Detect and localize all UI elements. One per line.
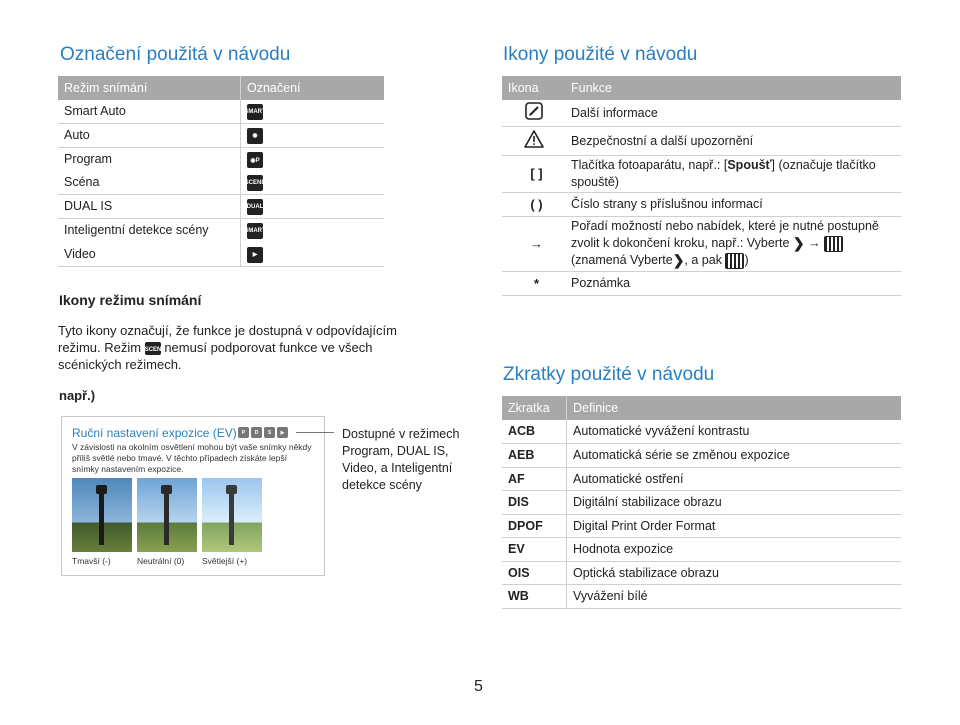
mode-label: DUAL IS — [58, 194, 241, 218]
left-title: Označení použitá v návodu — [60, 44, 291, 65]
scene-icon: SCENE — [247, 175, 263, 191]
abbr-definition: Automatické ostření — [567, 467, 902, 490]
abbr-key: AEB — [502, 443, 567, 467]
mode-label: Video — [58, 242, 241, 266]
mode-label: Smart Auto — [58, 100, 241, 123]
modes-subheading: Ikony režimu snímání — [59, 292, 202, 308]
abbr-key: AF — [502, 467, 567, 490]
smart-auto-camera-icon: SMART — [247, 104, 263, 120]
example-box — [61, 416, 325, 576]
smart-scene-icon: S — [264, 427, 275, 438]
program-camera-icon: ◉P — [247, 152, 263, 168]
callout-line — [296, 432, 334, 433]
camera-icon: ◉ — [247, 128, 263, 144]
modes-description — [58, 322, 413, 373]
mode-label: Inteligentní detekce scény — [64, 223, 209, 238]
caption-dark: Tmavší (-) — [72, 556, 111, 566]
smart-scene-icon: SMART — [247, 223, 263, 239]
abbr-definition: Automatická série se změnou expozice — [567, 443, 902, 467]
abbr-key: ACB — [502, 420, 567, 443]
callout-text: Dostupné v režimech Program, DUAL IS, Video, a Inteligentní detekce scény — [342, 427, 460, 492]
page-number: 5 — [474, 678, 483, 695]
menu-grid-icon — [824, 236, 843, 252]
abbr-definition: Digitální stabilizace obrazu — [567, 490, 902, 514]
abbr-key: DIS — [502, 490, 567, 514]
icons-table — [502, 76, 901, 296]
example-desc: V závislosti na okolním osvětlení mohou být vaše snímky někdy příliš světlé nebo tmavé. V těchto případech získáte lepší snímky nastavením expozice. — [72, 442, 312, 474]
example-photo-neutral — [137, 478, 197, 552]
icon-function: Pořadí možností nebo nabídek, které je nutné postupně zvolit k dokončení kroku, např.: Vyberte ❯ → (znamená Vyberte❯, a pak ) — [565, 216, 901, 271]
video-camera-icon: ▶ — [247, 247, 263, 263]
program-camera-icon: P — [238, 427, 249, 438]
abbr-definition: Automatické vyvážení kontrastu — [567, 420, 902, 443]
icon-function: Číslo strany s příslušnou informací — [565, 192, 901, 216]
dual-is-hand-icon: DUAL — [247, 199, 263, 215]
modes-header-icon: Označení — [241, 76, 385, 100]
modes-desc-part2: nemusí podporovat funkce ve všech scénických režimech. — [58, 340, 373, 372]
arrow-symbol: → — [502, 216, 565, 271]
chevron-right-icon: ❯ — [672, 252, 685, 269]
abbr-key: OIS — [502, 561, 567, 584]
abbr-header-key: Zkratka — [502, 396, 567, 420]
icons-header-function: Funkce — [565, 76, 901, 100]
abbr-definition: Digital Print Order Format — [567, 514, 902, 537]
menu-grid-icon — [725, 253, 744, 269]
modes-desc-part1: Tyto ikony označují, že funkce je dostupná v odpovídajícím režimu. Režim — [58, 323, 397, 355]
abbr-definition: Vyvážení bílé — [567, 584, 902, 608]
example-photo-bright — [202, 478, 262, 552]
caption-neutral: Neutrální (0) — [137, 556, 185, 566]
example-mode-icons — [238, 427, 288, 438]
icon-function: Poznámka — [565, 271, 901, 295]
mode-label: Scéna — [58, 171, 241, 194]
arrow-icon: → — [808, 236, 821, 250]
modes-table — [58, 76, 384, 267]
parenthesis-symbol: ( ) — [502, 192, 565, 216]
note-pencil-icon — [524, 101, 544, 121]
example-label: např.) — [59, 388, 96, 403]
icons-header-icon: Ikona — [502, 76, 565, 100]
mode-label: Auto — [58, 123, 241, 147]
abbr-table — [502, 396, 901, 609]
bracket-symbol: [ ] — [502, 155, 565, 192]
example-photo-dark — [72, 478, 132, 552]
abbr-title: Zkratky použité v návodu — [503, 364, 715, 385]
example-title: Ruční nastavení expozice (EV) — [72, 426, 237, 440]
scene-icon: SCENE — [145, 342, 161, 355]
asterisk-symbol: * — [502, 271, 565, 295]
chevron-right-icon: ❯ — [792, 235, 805, 251]
abbr-key: WB — [502, 584, 567, 608]
mode-label: Program — [64, 152, 112, 167]
icon-function: Tlačítka fotoaparátu, např.: [Spoušť] (označuje tlačítko spouště) — [565, 155, 901, 192]
video-camera-icon: ▶ — [277, 427, 288, 438]
abbr-key: EV — [502, 537, 567, 561]
abbr-key: DPOF — [502, 514, 567, 537]
abbr-definition: Optická stabilizace obrazu — [567, 561, 902, 584]
icon-function: Bezpečnostní a další upozornění — [565, 126, 901, 155]
dual-is-hand-icon: D — [251, 427, 262, 438]
caption-bright: Světlejší (+) — [202, 556, 248, 566]
warning-triangle-icon — [523, 129, 545, 149]
icon-function: Další informace — [565, 100, 901, 126]
abbr-header-definition: Definice — [567, 396, 902, 420]
modes-header-mode: Režim snímání — [58, 76, 241, 100]
abbr-definition: Hodnota expozice — [567, 537, 902, 561]
right-title: Ikony použité v návodu — [503, 44, 698, 65]
